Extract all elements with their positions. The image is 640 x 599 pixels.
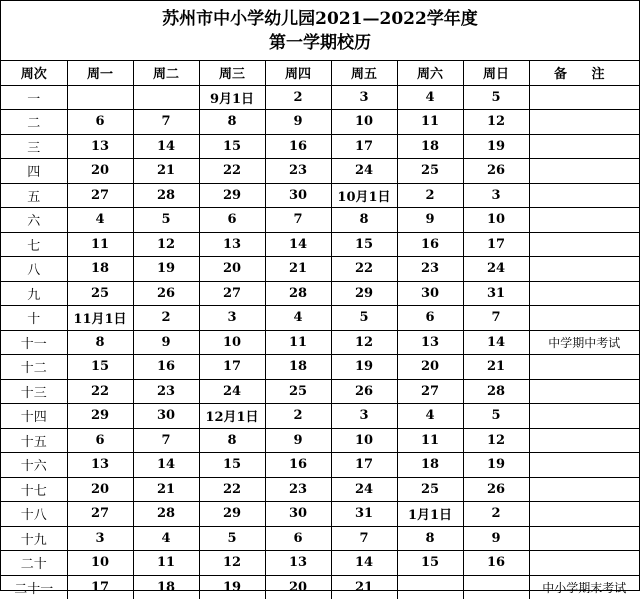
day-cell: 15 bbox=[331, 232, 397, 257]
day-cell: 13 bbox=[67, 134, 133, 159]
day-cell: 11 bbox=[265, 330, 331, 355]
note-cell bbox=[529, 428, 639, 453]
day-cell: 29 bbox=[199, 502, 265, 527]
day-cell bbox=[67, 85, 133, 110]
day-cell: 24 bbox=[331, 477, 397, 502]
day-cell: 5 bbox=[133, 208, 199, 233]
day-cell: 19 bbox=[463, 134, 529, 159]
day-cell: 18 bbox=[397, 134, 463, 159]
day-cell: 21 bbox=[133, 159, 199, 184]
week-number-cell: 十九 bbox=[1, 526, 67, 551]
note-cell bbox=[529, 208, 639, 233]
day-cell: 4 bbox=[397, 85, 463, 110]
day-cell: 26 bbox=[463, 477, 529, 502]
day-cell: 26 bbox=[133, 281, 199, 306]
day-cell: 10 bbox=[331, 428, 397, 453]
day-cell: 16 bbox=[133, 355, 199, 380]
day-cell: 17 bbox=[331, 453, 397, 478]
note-cell bbox=[529, 477, 639, 502]
day-cell: 21 bbox=[133, 477, 199, 502]
week-number-cell: 二 bbox=[1, 110, 67, 135]
day-cell: 23 bbox=[397, 257, 463, 282]
day-cell: 21 bbox=[331, 575, 397, 599]
table-row bbox=[1, 575, 639, 599]
day-cell: 27 bbox=[67, 183, 133, 208]
note-cell: 中学期中考试 bbox=[529, 330, 639, 355]
day-cell: 4 bbox=[265, 306, 331, 331]
day-cell: 17 bbox=[67, 575, 133, 599]
day-cell: 6 bbox=[67, 110, 133, 135]
note-cell bbox=[529, 257, 639, 282]
header-fri: 周五 bbox=[331, 61, 397, 85]
day-cell: 5 bbox=[331, 306, 397, 331]
day-cell: 13 bbox=[199, 232, 265, 257]
calendar-table bbox=[1, 61, 639, 599]
week-number-cell: 八 bbox=[1, 257, 67, 282]
table-row bbox=[1, 355, 639, 380]
day-cell: 25 bbox=[265, 379, 331, 404]
header-wed: 周三 bbox=[199, 61, 265, 85]
table-row bbox=[1, 428, 639, 453]
day-cell: 29 bbox=[67, 404, 133, 429]
day-cell: 9月1日 bbox=[199, 85, 265, 110]
note-cell: 中小学期末考试 bbox=[529, 575, 639, 599]
week-number-cell: 二十 bbox=[1, 551, 67, 576]
day-cell: 7 bbox=[331, 526, 397, 551]
note-cell bbox=[529, 110, 639, 135]
day-cell: 19 bbox=[133, 257, 199, 282]
header-sun: 周日 bbox=[463, 61, 529, 85]
header-thu: 周四 bbox=[265, 61, 331, 85]
day-cell: 25 bbox=[397, 477, 463, 502]
day-cell: 8 bbox=[199, 110, 265, 135]
week-number-cell: 十二 bbox=[1, 355, 67, 380]
header-tue: 周二 bbox=[133, 61, 199, 85]
day-cell: 25 bbox=[397, 159, 463, 184]
week-number-cell: 十八 bbox=[1, 502, 67, 527]
day-cell: 18 bbox=[67, 257, 133, 282]
day-cell: 12 bbox=[463, 428, 529, 453]
day-cell: 27 bbox=[397, 379, 463, 404]
day-cell: 30 bbox=[265, 502, 331, 527]
day-cell: 14 bbox=[265, 232, 331, 257]
day-cell: 3 bbox=[331, 404, 397, 429]
day-cell: 18 bbox=[397, 453, 463, 478]
day-cell: 24 bbox=[463, 257, 529, 282]
day-cell: 20 bbox=[67, 159, 133, 184]
day-cell: 31 bbox=[331, 502, 397, 527]
day-cell: 6 bbox=[67, 428, 133, 453]
table-row bbox=[1, 502, 639, 527]
day-cell: 12 bbox=[133, 232, 199, 257]
day-cell: 7 bbox=[133, 110, 199, 135]
note-cell bbox=[529, 85, 639, 110]
day-cell: 16 bbox=[265, 453, 331, 478]
note-cell bbox=[529, 379, 639, 404]
day-cell: 15 bbox=[199, 134, 265, 159]
day-cell: 8 bbox=[199, 428, 265, 453]
week-number-cell: 十三 bbox=[1, 379, 67, 404]
note-cell bbox=[529, 159, 639, 184]
day-cell: 11 bbox=[67, 232, 133, 257]
day-cell: 10月1日 bbox=[331, 183, 397, 208]
day-cell bbox=[463, 575, 529, 599]
header-week: 周次 bbox=[1, 61, 67, 85]
day-cell: 7 bbox=[463, 306, 529, 331]
day-cell: 16 bbox=[397, 232, 463, 257]
day-cell: 1月1日 bbox=[397, 502, 463, 527]
day-cell: 28 bbox=[265, 281, 331, 306]
note-cell bbox=[529, 404, 639, 429]
note-cell bbox=[529, 453, 639, 478]
note-cell bbox=[529, 306, 639, 331]
day-cell: 24 bbox=[331, 159, 397, 184]
day-cell: 10 bbox=[67, 551, 133, 576]
note-cell bbox=[529, 134, 639, 159]
day-cell: 31 bbox=[463, 281, 529, 306]
table-row bbox=[1, 404, 639, 429]
day-cell: 3 bbox=[463, 183, 529, 208]
table-row bbox=[1, 477, 639, 502]
day-cell: 4 bbox=[133, 526, 199, 551]
day-cell: 12月1日 bbox=[199, 404, 265, 429]
day-cell: 9 bbox=[463, 526, 529, 551]
day-cell: 23 bbox=[265, 477, 331, 502]
day-cell: 5 bbox=[463, 404, 529, 429]
day-cell: 12 bbox=[199, 551, 265, 576]
day-cell: 13 bbox=[397, 330, 463, 355]
table-row bbox=[1, 85, 639, 110]
day-cell: 22 bbox=[199, 477, 265, 502]
day-cell: 5 bbox=[463, 85, 529, 110]
note-cell bbox=[529, 526, 639, 551]
title-line-2: 第一学期校历 bbox=[269, 33, 371, 53]
day-cell: 24 bbox=[199, 379, 265, 404]
week-number-cell: 十 bbox=[1, 306, 67, 331]
note-cell bbox=[529, 183, 639, 208]
header-notes: 备 注 bbox=[529, 61, 639, 85]
day-cell: 4 bbox=[397, 404, 463, 429]
day-cell: 27 bbox=[199, 281, 265, 306]
table-row bbox=[1, 134, 639, 159]
day-cell: 14 bbox=[331, 551, 397, 576]
day-cell: 15 bbox=[397, 551, 463, 576]
table-row bbox=[1, 551, 639, 576]
day-cell: 19 bbox=[331, 355, 397, 380]
day-cell: 22 bbox=[67, 379, 133, 404]
header-sat: 周六 bbox=[397, 61, 463, 85]
day-cell: 21 bbox=[463, 355, 529, 380]
day-cell: 8 bbox=[67, 330, 133, 355]
title-line-1: 苏州市中小学幼儿园2021—2022学年度 bbox=[162, 9, 478, 29]
day-cell: 23 bbox=[265, 159, 331, 184]
day-cell: 13 bbox=[67, 453, 133, 478]
day-cell: 20 bbox=[199, 257, 265, 282]
day-cell: 4 bbox=[67, 208, 133, 233]
day-cell: 7 bbox=[133, 428, 199, 453]
day-cell: 16 bbox=[463, 551, 529, 576]
day-cell: 30 bbox=[133, 404, 199, 429]
day-cell: 11月1日 bbox=[67, 306, 133, 331]
table-row bbox=[1, 379, 639, 404]
week-number-cell: 六 bbox=[1, 208, 67, 233]
day-cell bbox=[397, 575, 463, 599]
table-row bbox=[1, 453, 639, 478]
calendar-body bbox=[1, 85, 639, 599]
day-cell: 14 bbox=[133, 453, 199, 478]
day-cell: 13 bbox=[265, 551, 331, 576]
day-cell: 15 bbox=[199, 453, 265, 478]
day-cell: 3 bbox=[331, 85, 397, 110]
note-cell bbox=[529, 281, 639, 306]
note-cell bbox=[529, 502, 639, 527]
day-cell: 19 bbox=[463, 453, 529, 478]
header-row bbox=[1, 61, 639, 85]
day-cell: 17 bbox=[331, 134, 397, 159]
day-cell: 28 bbox=[133, 502, 199, 527]
day-cell: 17 bbox=[199, 355, 265, 380]
day-cell: 9 bbox=[265, 110, 331, 135]
day-cell: 11 bbox=[397, 428, 463, 453]
day-cell: 3 bbox=[67, 526, 133, 551]
day-cell: 20 bbox=[397, 355, 463, 380]
day-cell: 10 bbox=[331, 110, 397, 135]
table-row bbox=[1, 183, 639, 208]
week-number-cell: 四 bbox=[1, 159, 67, 184]
week-number-cell: 五 bbox=[1, 183, 67, 208]
day-cell: 29 bbox=[331, 281, 397, 306]
day-cell: 18 bbox=[265, 355, 331, 380]
day-cell: 9 bbox=[265, 428, 331, 453]
week-number-cell: 一 bbox=[1, 85, 67, 110]
day-cell: 22 bbox=[331, 257, 397, 282]
day-cell: 27 bbox=[67, 502, 133, 527]
note-cell bbox=[529, 232, 639, 257]
header-mon: 周一 bbox=[67, 61, 133, 85]
day-cell: 5 bbox=[199, 526, 265, 551]
day-cell: 22 bbox=[199, 159, 265, 184]
day-cell: 2 bbox=[265, 85, 331, 110]
day-cell: 11 bbox=[133, 551, 199, 576]
day-cell: 12 bbox=[463, 110, 529, 135]
day-cell: 7 bbox=[265, 208, 331, 233]
day-cell: 10 bbox=[463, 208, 529, 233]
day-cell bbox=[133, 85, 199, 110]
week-number-cell: 十六 bbox=[1, 453, 67, 478]
day-cell: 14 bbox=[463, 330, 529, 355]
table-row bbox=[1, 526, 639, 551]
note-cell bbox=[529, 551, 639, 576]
day-cell: 2 bbox=[463, 502, 529, 527]
table-row bbox=[1, 330, 639, 355]
day-cell: 6 bbox=[397, 306, 463, 331]
day-cell: 3 bbox=[199, 306, 265, 331]
day-cell: 10 bbox=[199, 330, 265, 355]
day-cell: 11 bbox=[397, 110, 463, 135]
day-cell: 26 bbox=[331, 379, 397, 404]
day-cell: 17 bbox=[463, 232, 529, 257]
table-row bbox=[1, 281, 639, 306]
table-row bbox=[1, 208, 639, 233]
calendar-title bbox=[1, 1, 639, 61]
week-number-cell: 九 bbox=[1, 281, 67, 306]
day-cell: 29 bbox=[199, 183, 265, 208]
day-cell: 28 bbox=[463, 379, 529, 404]
week-number-cell: 十五 bbox=[1, 428, 67, 453]
day-cell: 12 bbox=[331, 330, 397, 355]
table-row bbox=[1, 159, 639, 184]
day-cell: 6 bbox=[265, 526, 331, 551]
day-cell: 26 bbox=[463, 159, 529, 184]
day-cell: 2 bbox=[133, 306, 199, 331]
day-cell: 9 bbox=[397, 208, 463, 233]
day-cell: 2 bbox=[265, 404, 331, 429]
day-cell: 23 bbox=[133, 379, 199, 404]
day-cell: 8 bbox=[331, 208, 397, 233]
note-cell bbox=[529, 355, 639, 380]
day-cell: 28 bbox=[133, 183, 199, 208]
day-cell: 6 bbox=[199, 208, 265, 233]
day-cell: 15 bbox=[67, 355, 133, 380]
day-cell: 8 bbox=[397, 526, 463, 551]
day-cell: 16 bbox=[265, 134, 331, 159]
table-row bbox=[1, 232, 639, 257]
week-number-cell: 十一 bbox=[1, 330, 67, 355]
table-row bbox=[1, 306, 639, 331]
day-cell: 19 bbox=[199, 575, 265, 599]
day-cell: 30 bbox=[397, 281, 463, 306]
week-number-cell: 十七 bbox=[1, 477, 67, 502]
day-cell: 30 bbox=[265, 183, 331, 208]
week-number-cell: 三 bbox=[1, 134, 67, 159]
day-cell: 25 bbox=[67, 281, 133, 306]
day-cell: 18 bbox=[133, 575, 199, 599]
week-number-cell: 十四 bbox=[1, 404, 67, 429]
day-cell: 21 bbox=[265, 257, 331, 282]
day-cell: 9 bbox=[133, 330, 199, 355]
day-cell: 20 bbox=[67, 477, 133, 502]
day-cell: 2 bbox=[397, 183, 463, 208]
table-row bbox=[1, 257, 639, 282]
week-number-cell: 七 bbox=[1, 232, 67, 257]
week-number-cell: 二十一 bbox=[1, 575, 67, 599]
day-cell: 14 bbox=[133, 134, 199, 159]
day-cell: 20 bbox=[265, 575, 331, 599]
table-row bbox=[1, 110, 639, 135]
